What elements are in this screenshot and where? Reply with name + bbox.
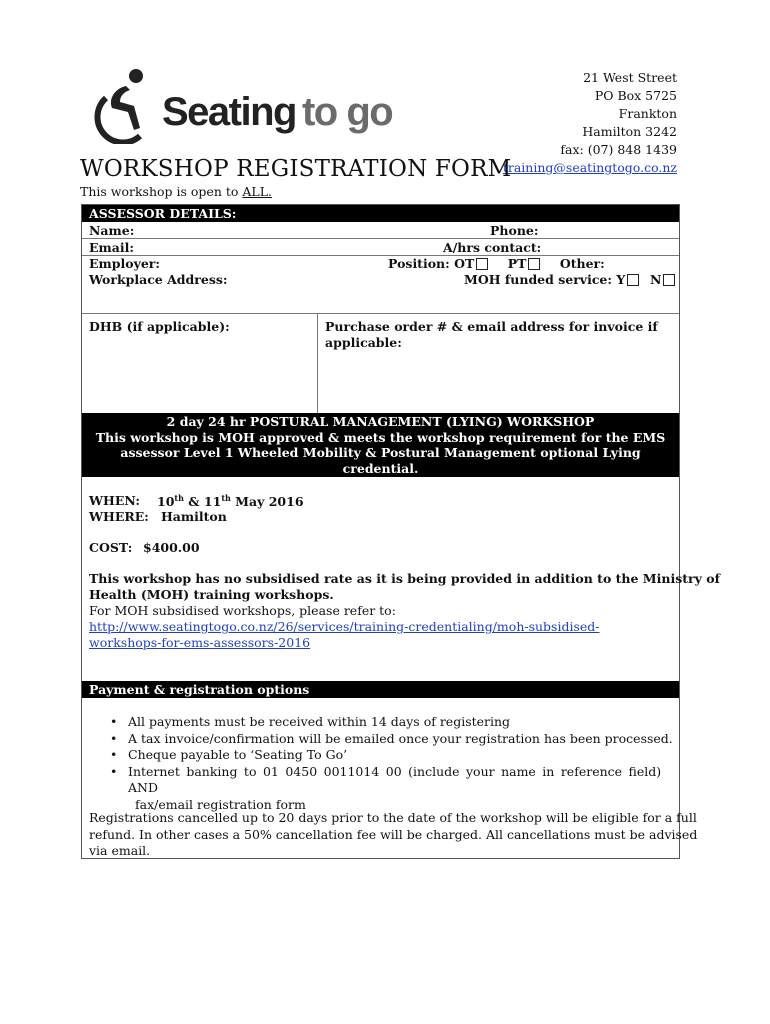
subsidy-note xyxy=(89,571,720,651)
form-title: WORKSHOP REGISTRATION FORM xyxy=(80,156,512,182)
pt-checkbox[interactable] xyxy=(528,258,540,270)
purchase-order-label-line: Purchase order # & email address for invoice if xyxy=(325,319,658,334)
workshop-header xyxy=(82,413,679,492)
list-item: • Cheque payable to ‘Seating To Go’ xyxy=(82,747,674,764)
refer-text: For MOH subsidised workshops, please refer to: xyxy=(89,603,396,618)
list-item: • A tax invoice/confirmation will be emailed once your registration has been processed. xyxy=(82,731,674,748)
position-group xyxy=(388,256,605,271)
address-line: 21 West Street xyxy=(583,70,677,85)
when-label: WHEN: xyxy=(89,493,140,508)
logo-text-to-go: to go xyxy=(301,90,393,134)
ot-checkbox[interactable] xyxy=(476,258,488,270)
company-address xyxy=(503,69,677,177)
moh-no-checkbox[interactable] xyxy=(663,274,675,286)
list-item-continuation: fax/email registration form xyxy=(135,796,306,812)
where-value: Hamilton xyxy=(161,509,227,524)
other-label: Other: xyxy=(559,256,605,271)
email-ahrs-row xyxy=(82,239,679,256)
where-label: WHERE: xyxy=(89,509,149,524)
address-line: PO Box 5725 xyxy=(594,88,677,103)
audience-value: ALL. xyxy=(242,184,272,199)
workplace-address-label: Workplace Address: xyxy=(89,272,228,287)
fax-line: fax: (07) 848 1439 xyxy=(560,142,677,157)
employer-position-row xyxy=(82,256,679,272)
cost-label: COST: xyxy=(89,540,133,555)
position-ot-label: Position: OT xyxy=(388,256,475,271)
column-divider xyxy=(317,314,318,413)
name-phone-row xyxy=(82,222,679,239)
where-line xyxy=(89,509,227,524)
purchase-order-label xyxy=(325,319,673,351)
subsidy-line: This workshop has no subsidised rate as it is being provided in addition to the Ministry of xyxy=(89,571,720,586)
assessor-section-title: ASSESSOR DETAILS: xyxy=(89,206,237,221)
employer-label: Employer: xyxy=(89,256,160,271)
moh-workshops-link-cont[interactable]: workshops-for-ems-assessors-2016 xyxy=(89,635,311,650)
moh-workshops-link[interactable]: http://www.seatingtogo.co.nz/26/services/training-credentialing/moh-subsidised- xyxy=(89,619,600,634)
cost-line xyxy=(89,540,200,555)
payment-options-list xyxy=(82,714,674,813)
cancellation-line: via email. xyxy=(89,843,151,858)
moh-funded-group xyxy=(464,272,677,287)
when-day: 10 xyxy=(157,494,175,510)
email-link[interactable]: training@seatingtogo.co.nz xyxy=(502,160,677,175)
cancellation-line: refund. In other cases a 50% cancellation fee will be charged. All cancellations must be advised xyxy=(89,826,698,842)
audience-prefix: This workshop is open to xyxy=(80,184,243,199)
address-line: Hamilton 3242 xyxy=(582,124,677,139)
phone-label: Phone: xyxy=(490,223,539,238)
when-month: May 2016 xyxy=(230,494,304,510)
when-value xyxy=(157,493,304,509)
moh-funded-label: MOH funded service: Y xyxy=(464,272,626,287)
cancellation-policy xyxy=(89,810,698,860)
cancellation-line: Registrations cancelled up to 20 days prior to the date of the workshop will be eligible for a full xyxy=(89,810,697,825)
list-item: • Internet banking to 01 0450 0011014 00 (include your name in reference field) AND xyxy=(82,764,674,797)
payment-section-title: Payment & registration options xyxy=(89,682,310,697)
audience-note xyxy=(80,184,272,199)
when-line xyxy=(89,493,304,510)
payment-section-header xyxy=(82,681,679,698)
when-suffix: th xyxy=(174,493,184,503)
workshop-title: 2 day 24 hr POSTURAL MANAGEMENT (LYING) WORKSHOP xyxy=(166,414,595,429)
logo-text-seating: Seating xyxy=(162,90,296,134)
cost-value: $400.00 xyxy=(143,540,200,555)
moh-yes-checkbox[interactable] xyxy=(627,274,639,286)
moh-no-label: N xyxy=(650,272,662,287)
purchase-order-label-line: applicable: xyxy=(325,335,402,350)
when-suffix: th xyxy=(221,493,231,503)
email-label: Email: xyxy=(89,240,134,255)
dhb-label: DHB (if applicable): xyxy=(89,319,230,334)
name-label: Name: xyxy=(89,223,135,238)
dhb-purchase-row xyxy=(82,314,679,413)
subsidy-line: Health (MOH) training workshops. xyxy=(89,587,334,602)
workplace-row xyxy=(82,272,679,314)
pt-label: PT xyxy=(507,256,527,271)
list-item: • All payments must be received within 14 days of registering xyxy=(82,714,674,731)
wheelchair-user-icon xyxy=(90,68,156,144)
when-day: & 11 xyxy=(183,494,222,510)
workshop-approval-line: assessor Level 1 Wheeled Mobility & Postural Management optional Lying credential. xyxy=(120,445,641,477)
assessor-section-header xyxy=(82,205,679,222)
workshop-approval-line: This workshop is MOH approved & meets the workshop requirement for the EMS xyxy=(95,429,666,445)
company-logo xyxy=(90,68,430,148)
ahrs-contact-label: A/hrs contact: xyxy=(443,240,542,255)
workshop-costs-note: Costs include GST, morning & afternoon teas, & course material. 9-4.30pm daily. xyxy=(89,476,603,492)
address-line: Frankton xyxy=(618,106,677,121)
